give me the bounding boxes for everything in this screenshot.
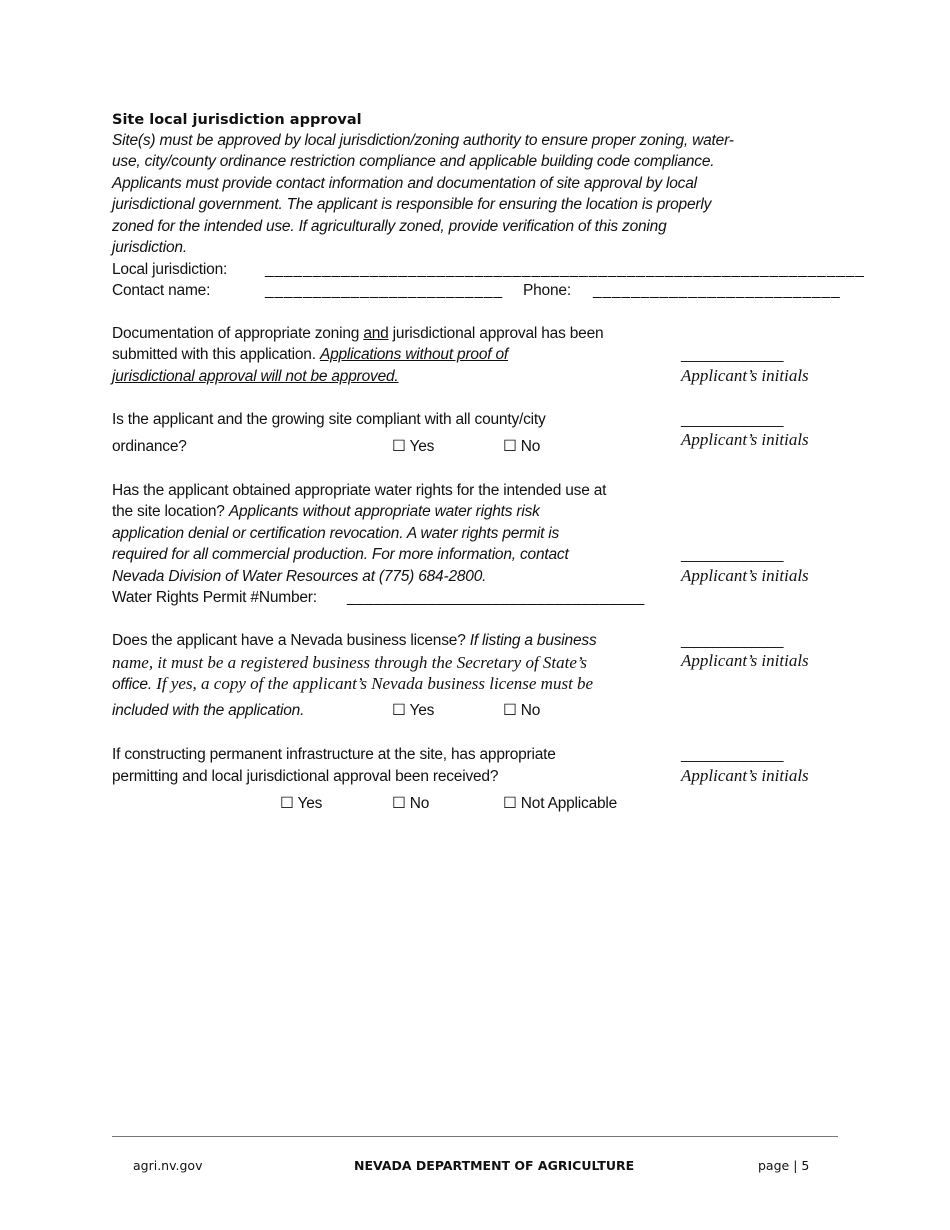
- checkbox-yes[interactable]: ☐ Yes: [280, 795, 323, 812]
- question-text-part: submitted with this application.: [112, 346, 320, 363]
- footer-website[interactable]: agri.nv.gov: [133, 1158, 203, 1173]
- question-text-part: jurisdictional approval has been: [388, 325, 604, 342]
- warning-text: If listing a business: [469, 632, 597, 649]
- contact-name-field[interactable]: _________________________: [265, 282, 504, 299]
- permit-number-field[interactable]: _________________________________: [347, 589, 645, 606]
- initials-label: Applicant’s initials: [681, 766, 809, 785]
- initials-field[interactable]: _____________: [681, 746, 783, 763]
- local-jurisdiction-label: Local jurisdiction:: [112, 261, 228, 278]
- question-text: If constructing permanent infrastructure at the site, has appropriate: [112, 746, 556, 763]
- checkbox-no[interactable]: ☐ No: [503, 702, 541, 719]
- footer-divider: [112, 1136, 838, 1137]
- initials-field[interactable]: _____________: [681, 411, 783, 428]
- warning-text: required for all commercial production. For more information, contact: [112, 546, 569, 563]
- checkbox-not-applicable[interactable]: ☐ Not Applicable: [503, 795, 618, 812]
- contact-name-label: Contact name:: [112, 282, 211, 299]
- phone-field[interactable]: __________________________: [593, 282, 841, 299]
- footer-page-number: page | 5: [758, 1158, 810, 1173]
- question-text: [112, 630, 597, 652]
- initials-label: Applicant’s initials: [681, 366, 809, 385]
- question-text-part: Documentation of appropriate zoning: [112, 325, 364, 342]
- checkbox-yes[interactable]: ☐ Yes: [392, 702, 435, 719]
- checkbox-no[interactable]: ☐ No: [392, 795, 430, 812]
- footer-department: NEVADA DEPARTMENT OF AGRICULTURE: [354, 1158, 635, 1173]
- warning-text-part: If yes, a copy of the applicant’s Nevada business license must be: [151, 674, 594, 693]
- intro-line: jurisdiction.: [112, 239, 187, 256]
- warning-text: application denial or certification revocation. A water rights permit is: [112, 525, 560, 542]
- warning-text: Applicants without appropriate water rights risk: [228, 503, 540, 520]
- question-text: [112, 344, 508, 366]
- question-text: ordinance?: [112, 438, 187, 455]
- permit-number-label: Water Rights Permit #Number:: [112, 589, 317, 606]
- initials-field[interactable]: _____________: [681, 346, 783, 363]
- phone-label: Phone:: [523, 282, 571, 299]
- warning-text: name, it must be a registered business through the Secretary of State’s: [112, 653, 587, 672]
- intro-line: jurisdictional government. The applicant is responsible for ensuring the location is properly: [112, 196, 712, 213]
- question-text: [112, 501, 540, 523]
- initials-label: Applicant’s initials: [681, 430, 809, 449]
- question-text: [112, 323, 603, 345]
- question-text-part: Does the applicant have a Nevada business license?: [112, 632, 470, 649]
- question-text: Has the applicant obtained appropriate water rights for the intended use at: [112, 482, 607, 499]
- section-title: Site local jurisdiction approval: [112, 112, 362, 128]
- initials-label: Applicant’s initials: [681, 651, 809, 670]
- initials-field[interactable]: _____________: [681, 546, 783, 563]
- warning-text: [112, 673, 593, 696]
- initials-field[interactable]: _____________: [681, 632, 783, 649]
- warning-text-part: office.: [112, 676, 152, 693]
- checkbox-yes[interactable]: ☐ Yes: [392, 438, 435, 455]
- warning-text: jurisdictional approval will not be approved.: [112, 368, 399, 385]
- intro-line: Applicants must provide contact information and documentation of site approval by local: [112, 175, 697, 192]
- question-text: permitting and local jurisdictional approval been received?: [112, 768, 499, 785]
- question-text: Is the applicant and the growing site compliant with all county/city: [112, 411, 546, 428]
- emphasis-and: and: [363, 325, 389, 342]
- intro-line: zoned for the intended use. If agriculturally zoned, provide verification of this zoning: [112, 218, 667, 235]
- intro-line: use, city/county ordinance restriction compliance and applicable building code compliance.: [112, 153, 715, 170]
- local-jurisdiction-field[interactable]: _______________________________________________________________: [265, 261, 865, 278]
- initials-label: Applicant’s initials: [681, 566, 809, 585]
- warning-text: Nevada Division of Water Resources at (775) 684-2800.: [112, 568, 487, 585]
- checkbox-no[interactable]: ☐ No: [503, 438, 541, 455]
- warning-text: Applications without proof of: [319, 346, 509, 363]
- question-text-part: the site location?: [112, 503, 229, 520]
- intro-line: Site(s) must be approved by local jurisdiction/zoning authority to ensure proper zoning, water-: [112, 132, 734, 149]
- warning-text: included with the application.: [112, 702, 305, 719]
